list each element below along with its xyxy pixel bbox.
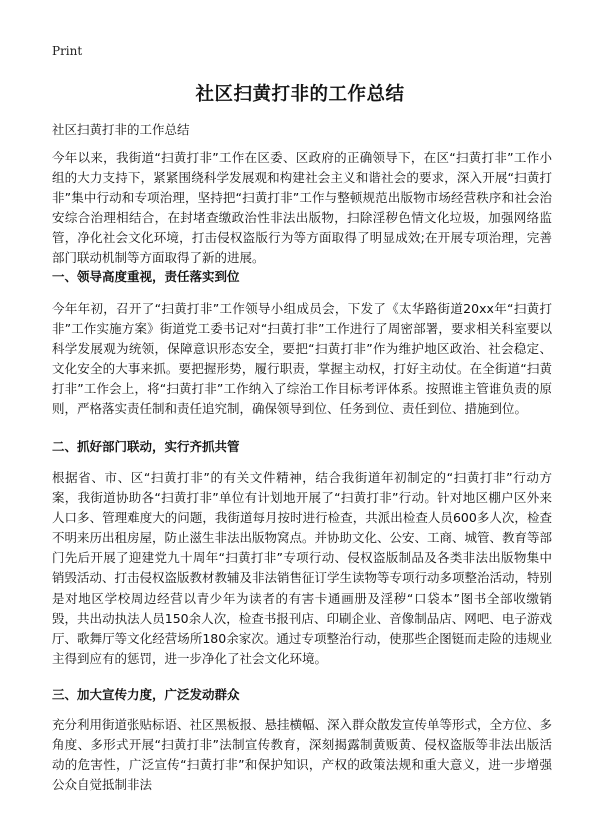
section-3-heading: 三、加大宣传力度，广泛发动群众	[52, 687, 240, 702]
section-1-heading: 一、领导高度重视，责任落实到位	[52, 269, 240, 284]
intro-paragraph: 今年以来，我街道“扫黄打非”工作在区委、区政府的正确领导下，在区“扫黄打非”工作小组的大力支持下，紧紧围绕科学发展观和构建社会主义和谐社会的要求，深入开展“扫黄打非”集中行动和专项治理，坚持把“扫黄打非”工作与整顿规范出版物市场经营秩序和社会治安综合治理相结合，在封堵查缴政治性非法出版物，扫除淫秽色情文化垃圾，加强网络监管，净化社会文化环境，打击侵权盗版行为等方面取得了明显成效;在开展专项治理，完善部门联动机制等方面取得了新的进展。	[52, 150, 552, 266]
section-1-paragraph: 今年年初，召开了“扫黄打非”工作领导小组成员会，下发了《太华路街道20xx年“扫黄打非”工作实施方案》街道党工委书记对“扫黄打非”工作进行了周密部署，要求相关科室要以科学发展观为统领，保障意识形态安全，要把“扫黄打非”作为维护地区政治、社会稳定、文化安全的大事来抓。要把握形势，履行职责，掌握主动权，打好主动仗。在全街道“扫黄打非”工作会上，将“扫黄打非”工作纳入了综治工作目标考评体系。按照谁主管谁负责的原则，严格落实责任制和责任追究制，确保领导到位、任务到位、责任到位、措施到位。	[52, 301, 552, 417]
print-link[interactable]: Print	[52, 44, 83, 58]
section-3-paragraph: 充分利用街道张贴标语、社区黑板报、悬挂横幅、深入群众散发宣传单等形式，全方位、多角度、多形式开展“扫黄打非”法制宣传教育，深刻揭露制黄贩黄、侵权盗版等非法出版活动的危害性，广泛宣传“扫黄打非”和保护知识，产权的政策法规和重大意义，进一步增强公众自觉抵制非法	[52, 717, 553, 793]
document-subtitle: 社区扫黄打非的工作总结	[52, 122, 190, 137]
page-title: 社区扫黄打非的工作总结	[195, 84, 405, 105]
section-2-heading: 二、抓好部门联动，实行齐抓共管	[52, 439, 240, 454]
section-2-paragraph: 根据省、市、区“扫黄打非”的有关文件精神，结合我街道年初制定的“扫黄打非”行动方案，我街道协助各“扫黄打非”单位有计划地开展了“扫黄打非”行动。针对地区棚户区外来人口多、管理难度大的问题，我街道每月按时进行检查，共派出检查人员600多人次，检查不明来历出租房屋，防止滋生非法出版物窝点。并协助文化、公安、工商、城管、教育等部门先后开展了迎建党九十周年“扫黄打非”专项行动、侵权盗版制品及各类非法出版物集中销毁活动、打击侵权盗版教材教辅及非法销售征订学生读物等专项行动多项整治活动，特别是对地区学校周边经营以青少年为读者的有害卡通画册及淫秽“口袋本”图书全部收缴销毁，共出动执法人员150余人次，检查书报刊店、印刷企业、音像制品店、网吧、电子游戏厅、歌舞厅等文化经营场所180余家次。通过专项整治行动，使那些企图铤而走险的违规业主得到应有的惩罚，进一步净化了社会文化环境。	[52, 470, 553, 666]
